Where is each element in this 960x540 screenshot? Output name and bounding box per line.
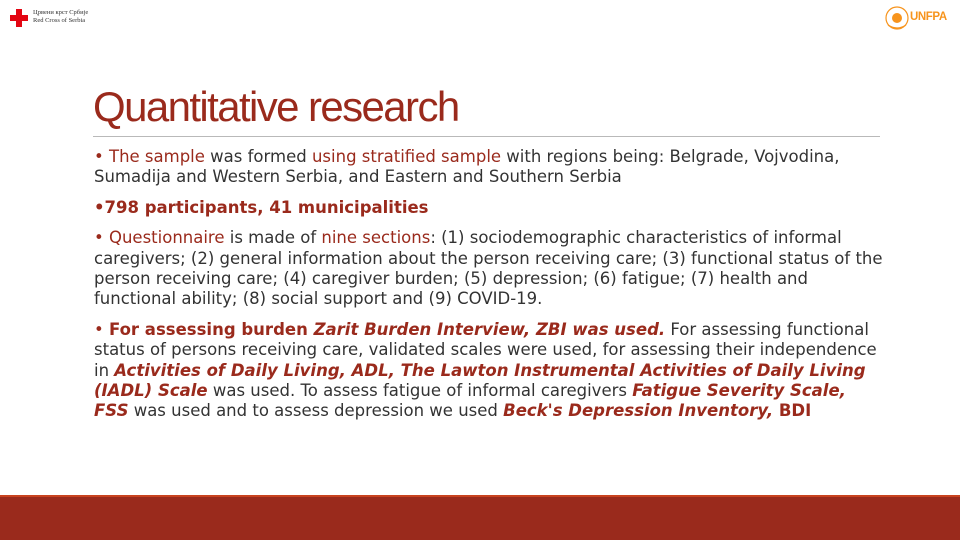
adl-iadl-term: Activities of Daily Living, ADL, The Lawton Instrumental Activities of Daily Living (IADL) Scale — [94, 360, 866, 401]
bdi-abbrev: BDI — [773, 401, 812, 421]
slide-body — [86, 147, 886, 422]
logo-text-english: Red Cross of Serbia — [33, 17, 86, 24]
bullet-mark: • — [94, 228, 104, 248]
participants-text: 798 participants, 41 municipalities — [104, 197, 429, 217]
bullet-sample: • The sample was formed using stratified sample with regions being: Belgrade, Vojvodina, Sumadija and Western Serbia, and Eastern and Southern Serbia — [94, 147, 840, 187]
slide-title: Quantitative research — [93, 83, 459, 130]
un-emblem-icon — [884, 5, 912, 31]
fss-term: Fatigue Severity Scale, FSS — [94, 381, 846, 421]
burden-lead: For assessing burden — [108, 319, 314, 339]
bullet-mark: • — [94, 319, 104, 339]
bullet-questionnaire: • Questionnaire is made of nine sections: (1) sociodemographic characteristics of informal caregivers; (2) general information about the person receiving care; (3) functional status of the person receiving care; (4) caregiver burden; (5) depression; (6) fatigue; (7) health and functional ability; (8) social support and (9) COVID-19. — [94, 228, 883, 309]
regions-list: Belgrade, Vojvodina, Sumadija and Western Serbia, and Eastern and Southern Serbia — [94, 147, 840, 187]
logo-text-serbian: Црвени крст Србије — [33, 9, 89, 16]
sample-term: The sample — [108, 147, 205, 166]
red-cross-serbia-logo — [9, 6, 119, 34]
sections-term: nine sections — [321, 228, 431, 248]
footer-bar — [0, 497, 960, 540]
bullet-mark: • — [94, 197, 105, 217]
sections-list: : (1) sociodemographic characteristics of informal caregivers; (2) general information about the person receiving care; (3) functional status of the person receiving care; (4) caregiver burden; (5) depression; (6) fatigue; (7) health and functional ability; (8) social support and (9) COVID-19. — [94, 228, 883, 309]
unfpa-wordmark: UNFPA — [910, 11, 947, 23]
bullet-instruments: • For assessing burden Zarit Burden Interview, ZBI was used. For assessing functional status of persons receiving care, validated scales were used, for assessing their independence in Activities of Daily Living, ADL, The Lawton Instrumental Activities of Daily Living (IADL) Scale was used. To assess fatigue of informal caregivers Fatigue Severity Scale, FSS was used and to assess depression we used Beck's Depression Inventory, BDI — [94, 319, 877, 421]
title-divider — [93, 136, 880, 137]
zbi-term: Zarit Burden Interview, ZBI was used. — [313, 319, 666, 339]
unfpa-logo — [884, 5, 954, 33]
bullet-mark: • — [94, 147, 104, 166]
method-term: using stratified sample — [311, 147, 502, 166]
questionnaire-term: Questionnaire — [108, 228, 225, 248]
bdi-term: Beck's Depression Inventory, — [503, 401, 774, 421]
bullet-participants — [86, 198, 886, 218]
red-cross-icon — [9, 8, 29, 28]
